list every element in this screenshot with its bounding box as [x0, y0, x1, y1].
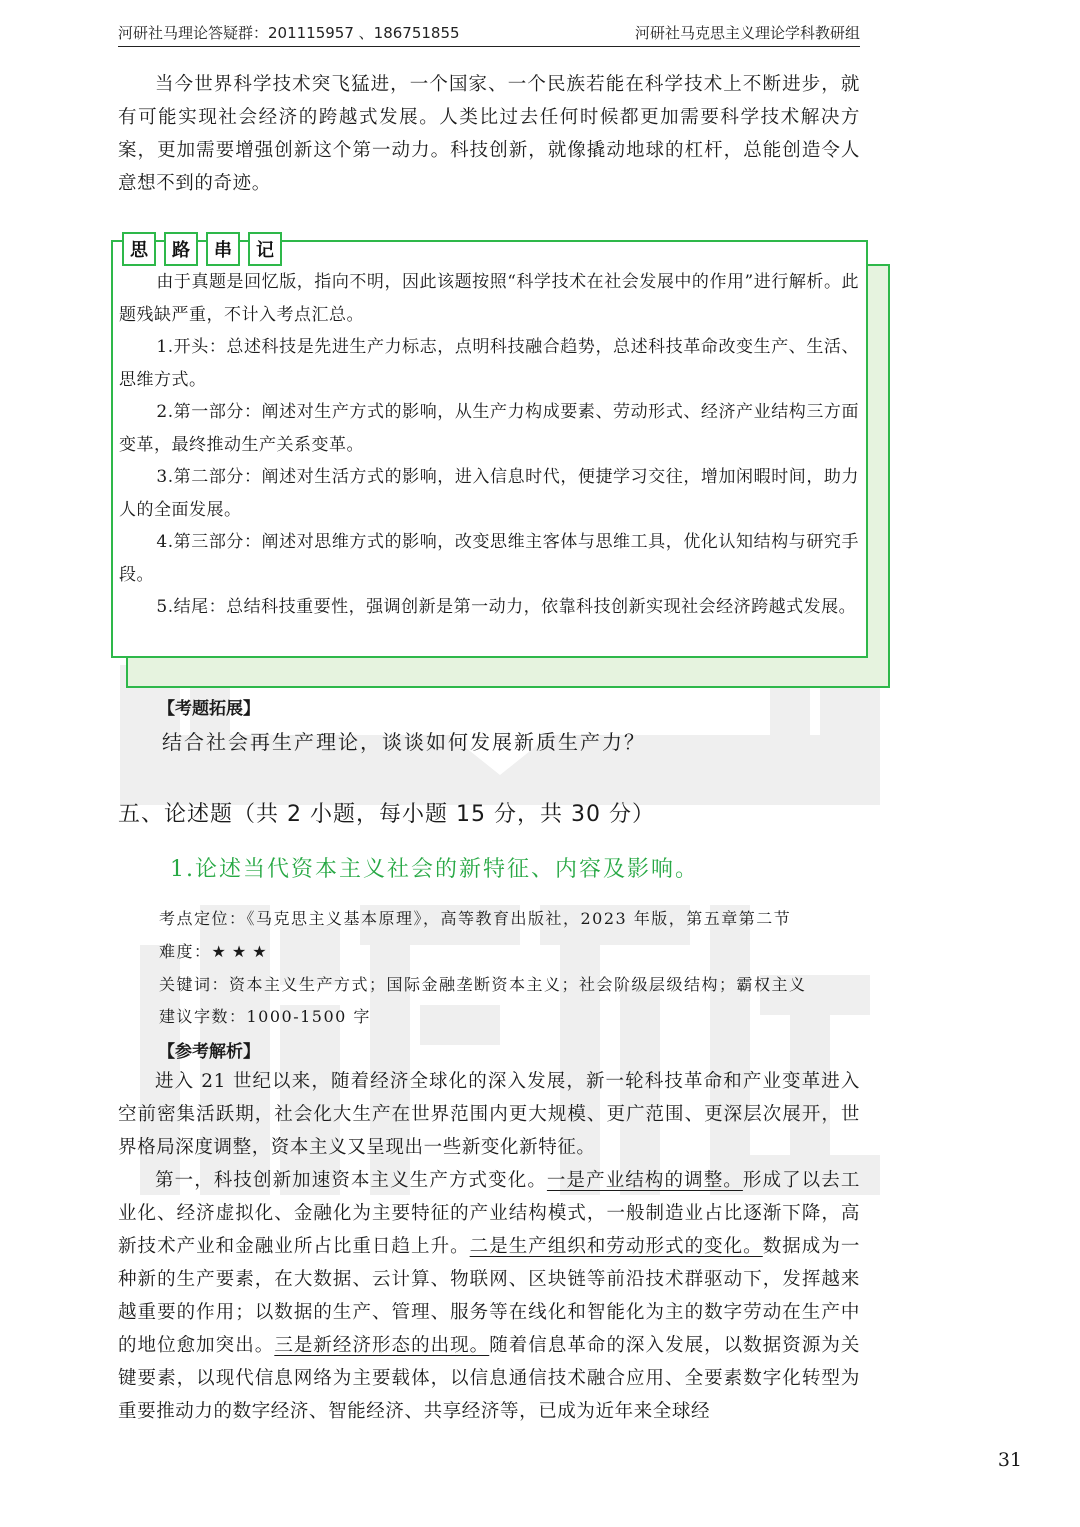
analysis-paragraph-1: 进入 21 世纪以来，随着经济全球化的深入发展，新一轮科技革命和产业变革进入空前密集活跃期，社会化大生产在世界范围内更大规模、更广范围、更深层次展开，世界格局深度调整，资本主义又呈现出一些新变化新特征。: [118, 1071, 860, 1158]
text-span: 数据成为一种新的生产要素，在大数据、云计算、物联网、区块链等前沿技术群驱动下，发挥越来越重要的作用；以数据的生产、管理、服务等在线化和智能化为主的数字劳动在生产中的地位愈加突出。: [118, 1236, 860, 1356]
idea-paragraph: 由于真题是回忆版，指向不明，因此该题按照“科学技术在社会发展中的作用”进行解析。此题残缺严重，不计入考点汇总。: [119, 272, 859, 325]
question-title: 1.论述当代资本主义社会的新特征、内容及影响。: [170, 857, 699, 882]
page-number: 31: [997, 1449, 1022, 1471]
header-left-text: 河研社马理论答疑群：201115957 、186751855: [118, 24, 460, 42]
section-title: 五、论述题（共 2 小题，每小题 15 分，共 30 分）: [118, 802, 655, 827]
tag-char: 路: [164, 232, 198, 266]
difficulty-stars: ★★★: [211, 942, 273, 961]
idea-paragraph: 5.结尾：总结科技重要性，强调创新是第一动力，依靠科技创新实现社会经济跨越式发展。: [156, 597, 857, 617]
analysis-label: 【参考解析】: [158, 1042, 260, 1062]
text-span: 形成了以去工业化、经济虚拟化、金融化为主要特征的产业结构模式，一般制造业占比逐渐下降，高新技术产业和金融业所占比重日趋上升。: [118, 1170, 860, 1257]
expand-question: 结合社会再生产理论，谈谈如何发展新质生产力？: [162, 730, 646, 754]
expand-label: 【考题拓展】: [158, 699, 260, 719]
underlined-point: 三是新经济形态的出现。: [274, 1335, 490, 1356]
meta-word-count: 建议字数：1000-1500 字: [159, 1007, 371, 1026]
idea-paragraph: 3.第二部分：阐述对生活方式的影响，进入信息时代，便捷学习交往，增加闲暇时间，助力人的全面发展。: [119, 467, 859, 520]
idea-box-tags: [122, 232, 282, 266]
intro-paragraph: [118, 68, 860, 200]
tag-char: 思: [122, 232, 156, 266]
idea-paragraph: 2.第一部分：阐述对生产方式的影响，从生产力构成要素、劳动形式、经济产业结构三方面变革，最终推动生产关系变革。: [119, 402, 859, 455]
analysis-body: [118, 1065, 860, 1428]
meta-keywords: 关键词：资本主义生产方式；国际金融垄断资本主义；社会阶级层级结构；霸权主义: [159, 975, 807, 994]
intro-text: 当今世界科学技术突飞猛进，一个国家、一个民族若能在科学技术上不断进步，就有可能实现社会经济的跨越式发展。人类比过去任何时候都更加需要科学技术解决方案，更加需要增强创新这个第一动力。科技创新，就像撬动地球的杠杆，总能创造令人意想不到的奇迹。: [118, 74, 860, 194]
header-right-text: 河研社马克思主义理论学科教研组: [634, 24, 860, 42]
text-span: 随着信息革命的深入发展，以数据资源为关键要素，以现代信息网络为主要载体，以信息通信技术融合应用、全要素数字化转型为重要推动力的数字经济、智能经济、共享经济等，已成为近年来全球经: [118, 1335, 861, 1422]
idea-paragraph: 1.开头：总述科技是先进生产力标志，点明科技融合趋势，总述科技革命改变生产、生活、思维方式。: [119, 337, 859, 390]
meta-location: 考点定位：《马克思主义基本原理》，高等教育出版社，2023 年版，第五章第二节: [159, 909, 792, 928]
idea-box-content: [119, 266, 859, 624]
page-header: [118, 18, 860, 47]
tag-char: 串: [206, 232, 240, 266]
text-span: 第一，科技创新加速资本主义生产方式变化。: [155, 1170, 547, 1191]
underlined-point: 二是生产组织和劳动形式的变化。: [469, 1236, 763, 1257]
meta-difficulty: [159, 939, 273, 962]
underlined-point: 一是产业结构的调整。: [546, 1170, 743, 1191]
difficulty-label: 难度：: [159, 942, 212, 961]
analysis-paragraph-2: [118, 1164, 860, 1428]
idea-paragraph: 4.第三部分：阐述对思维方式的影响，改变思维主客体与思维工具，优化认知结构与研究手段。: [119, 532, 859, 585]
tag-char: 记: [248, 232, 282, 266]
